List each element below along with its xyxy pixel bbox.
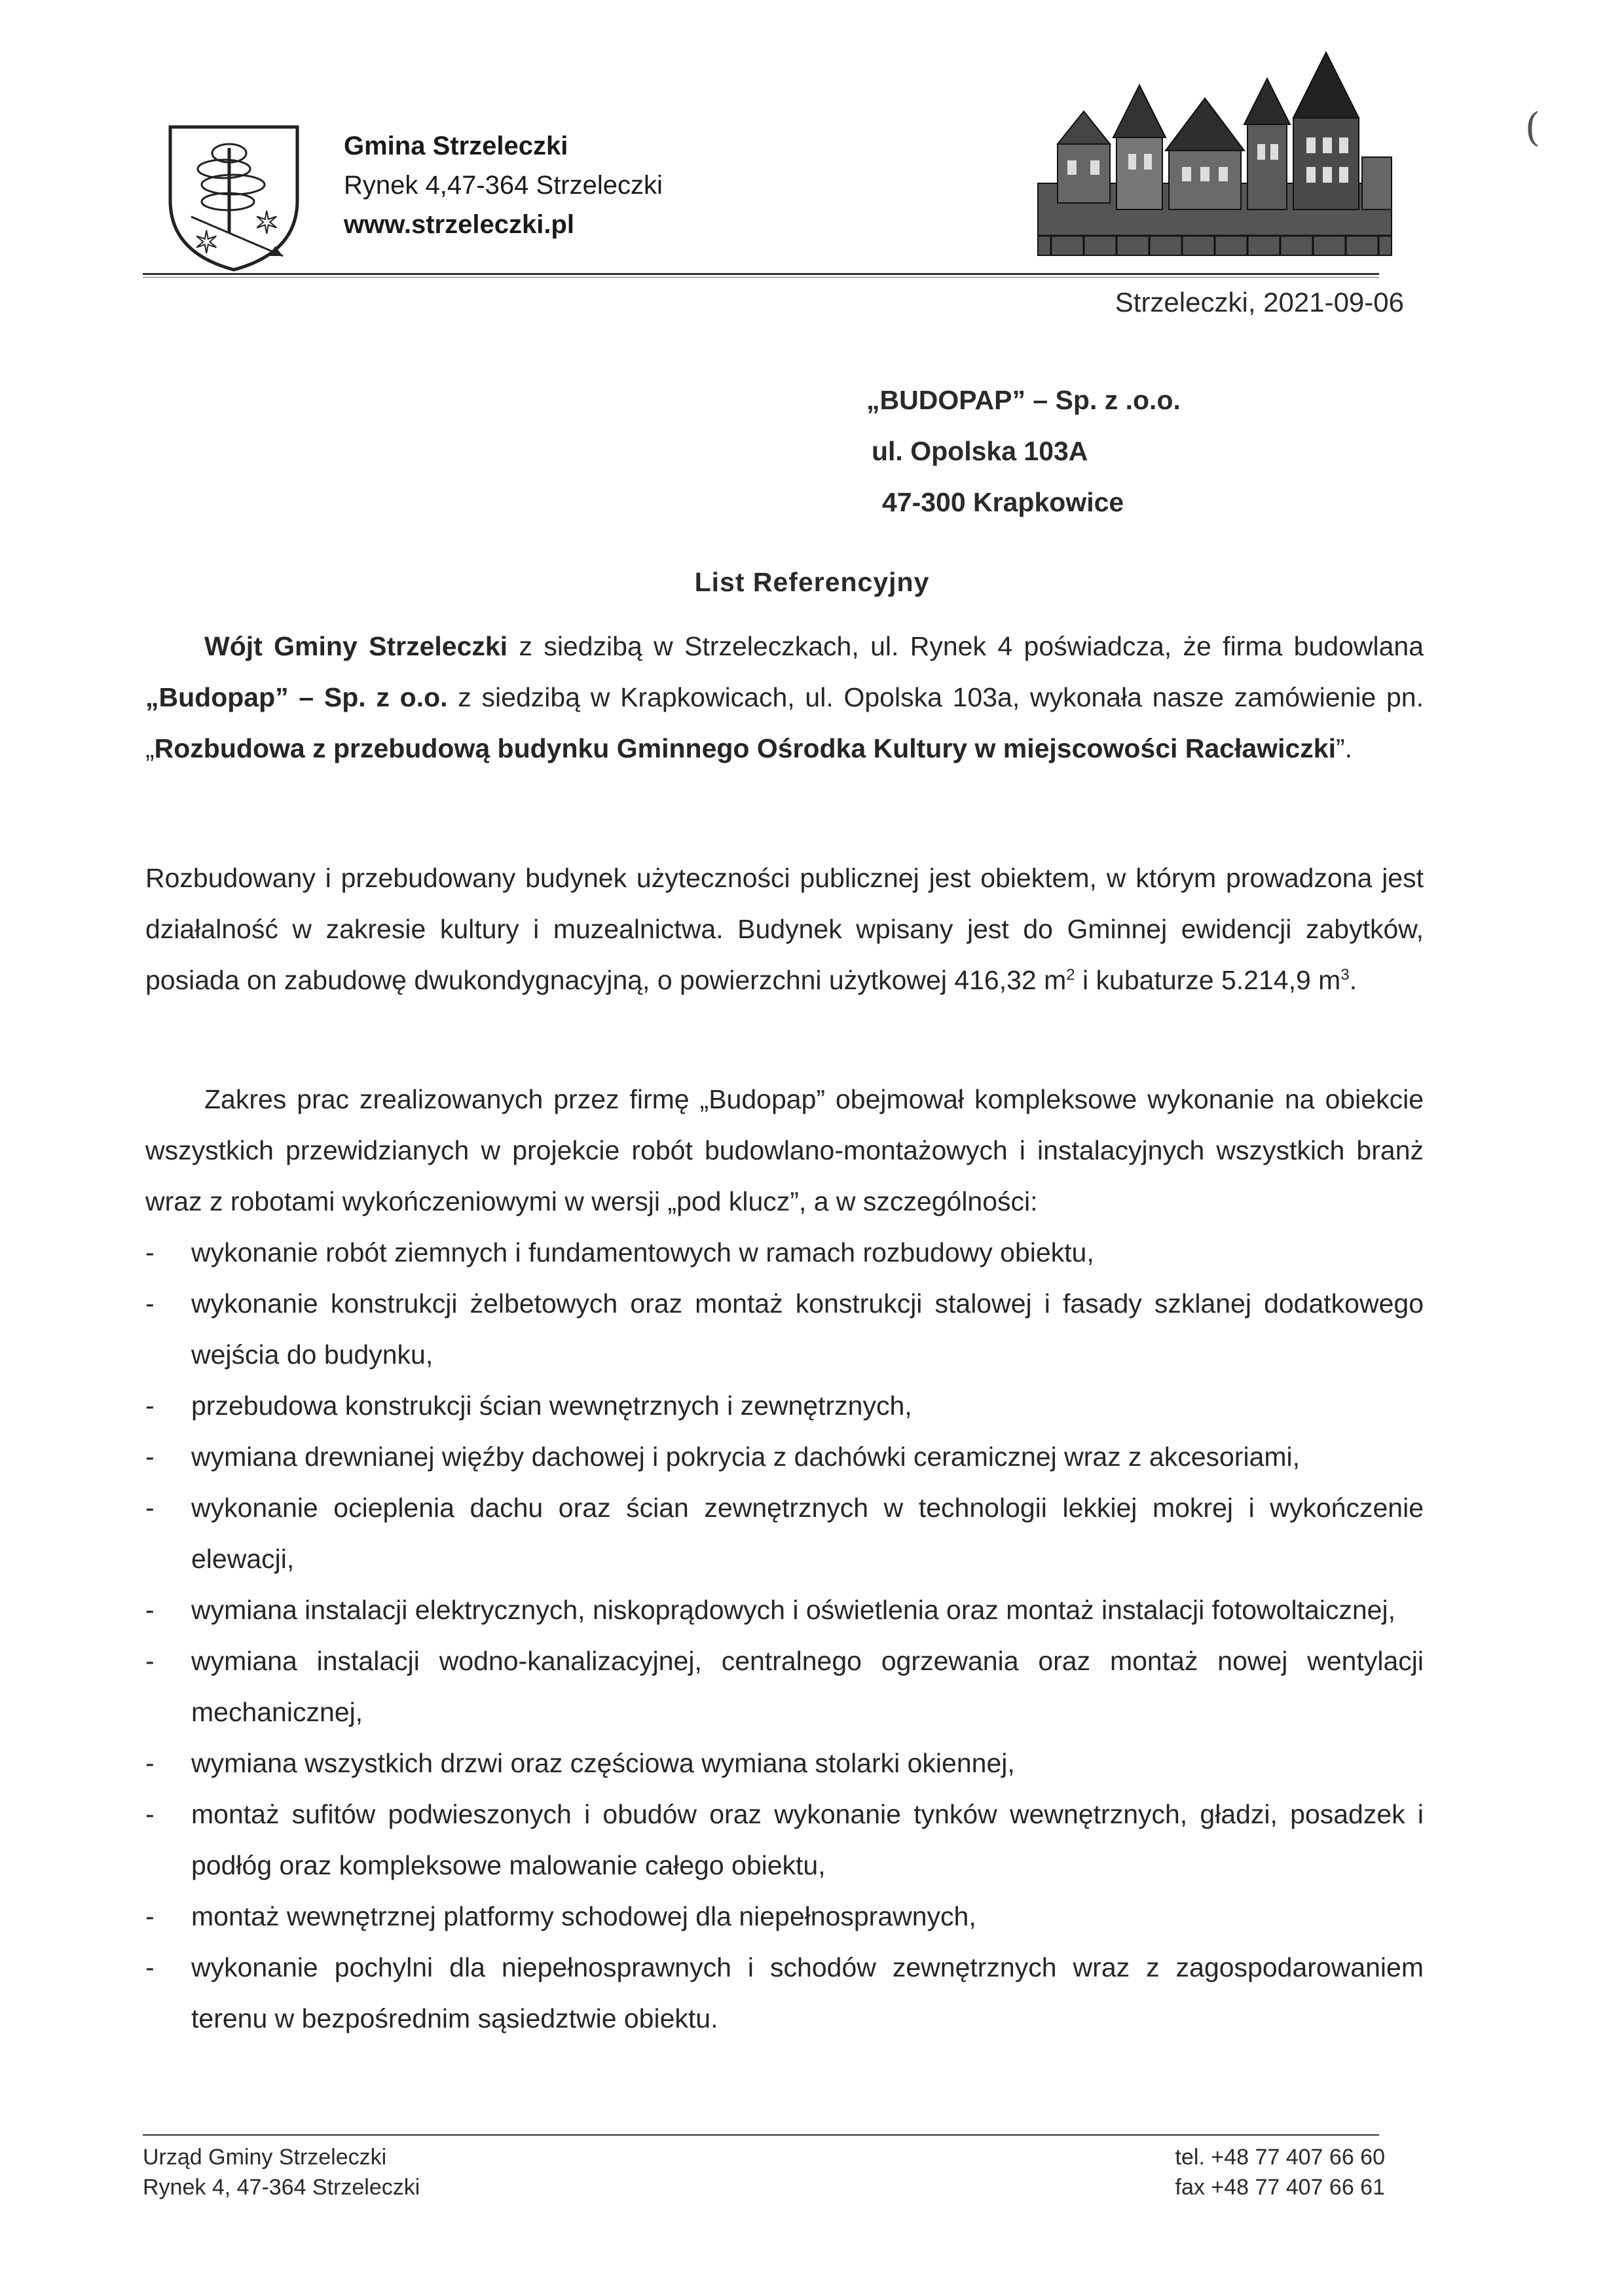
list-item-text: wymiana drewnianej więźby dachowej i pokrycia z dachówki ceramicznej wraz z akcesoriami, [191, 1442, 1301, 1472]
list-item-text: wykonanie ocieplenia dachu oraz ścian zewnętrznych w technologii lekkiej mokrej i wykończenie elewacji, [191, 1493, 1424, 1574]
list-bullet-dash: - [145, 1391, 155, 1421]
footer-tel: tel. +48 77 407 66 60 [1175, 2145, 1385, 2170]
list-item-text: przebudowa konstrukcji ścian wewnętrznych i zewnętrznych, [191, 1391, 912, 1421]
list-bullet-dash: - [145, 1646, 155, 1676]
org-website: www.strzeleczki.pl [344, 210, 574, 239]
list-item [145, 1227, 1424, 1278]
intro-bold-company: „Budopap” – Sp. z o.o. [145, 682, 448, 712]
list-item [145, 1942, 1424, 2044]
org-name: Gmina Strzeleczki [344, 132, 568, 160]
list-item [145, 1789, 1424, 1891]
addressee-block [866, 374, 1181, 528]
list-item [145, 1738, 1424, 1789]
list-item [145, 1891, 1424, 1942]
intro-text-1: z siedzibą w Strzeleczkach, ul. Rynek 4 poświadcza, że firma budowlana [507, 631, 1424, 661]
addressee-street: ul. Opolska 103A [872, 436, 1088, 466]
footer-divider [143, 2134, 1379, 2136]
para2-sup-1: 2 [1066, 966, 1075, 984]
intro-text-2: z siedzibą w Krapkowicach, ul. Opolska 103a, wykonała nasze zamówienie pn. „ [145, 682, 1424, 763]
building-description-paragraph [145, 852, 1424, 1006]
letter-title: List Referencyjny [694, 567, 930, 597]
handwritten-mark: ( [1524, 105, 1540, 151]
castle-illustration [1031, 39, 1398, 259]
list-bullet-dash: - [145, 1595, 155, 1625]
scope-paragraph [145, 1074, 1424, 1227]
list-item-text: wykonanie konstrukcji żelbetowych oraz montaż konstrukcji stalowej i fasady szklanej dodatkowego wejścia do budynku, [191, 1288, 1424, 1370]
list-item [145, 1278, 1424, 1380]
footer-office-address: Rynek 4, 47-364 Strzeleczki [143, 2175, 420, 2200]
list-item-text: montaż sufitów podwieszonych i obudów oraz wykonanie tynków wewnętrznych, gładzi, posadzek i podłóg oraz kompleksowe malowanie całego obiektu, [191, 1799, 1424, 1880]
header-divider [143, 273, 1379, 275]
header-divider-thin [143, 277, 1379, 278]
list-bullet-dash: - [145, 1799, 155, 1829]
svg-text:✶: ✶ [254, 205, 280, 240]
list-bullet-dash: - [145, 1442, 155, 1472]
list-item [145, 1635, 1424, 1738]
list-item-text: wymiana wszystkich drzwi oraz częściowa wymiana stolarki okiennej, [191, 1748, 1015, 1778]
list-bullet-dash: - [145, 1901, 155, 1931]
footer-office-name: Urząd Gminy Strzeleczki [143, 2145, 387, 2170]
footer-fax: fax +48 77 407 66 61 [1175, 2175, 1385, 2200]
para2-sup-2: 3 [1340, 966, 1350, 984]
list-item-text: wykonanie robót ziemnych i fundamentowych w ramach rozbudowy obiektu, [191, 1237, 1094, 1267]
para2-text: Rozbudowany i przebudowany budynek użyteczności publicznej jest obiektem, w którym prowadzona jest działalność w zakresie kultury i muzealnictwa. Budynek wpisany jest do Gminnej ewidencji zabytków, posiada on zabudowę dwukondygnacyjną, o powierzchni użytkowej 416,32 m [145, 863, 1424, 995]
addressee-company: „BUDOPAP” – Sp. z .o.o. [866, 385, 1181, 415]
addressee-city: 47-300 Krapkowice [882, 487, 1124, 517]
list-bullet-dash: - [145, 1237, 155, 1267]
letter-date: Strzeleczki, 2021-09-06 [1115, 287, 1404, 318]
scope-list [145, 1227, 1424, 2044]
list-item-text: wymiana instalacji wodno-kanalizacyjnej, centralnego ogrzewania oraz montaż nowej wentylacji mechanicznej, [191, 1646, 1424, 1727]
list-item [145, 1482, 1424, 1584]
para2-mid: i kubaturze 5.214,9 m [1075, 965, 1341, 995]
org-address: Rynek 4,47-364 Strzeleczki [344, 171, 663, 200]
list-item [145, 1584, 1424, 1635]
list-bullet-dash: - [145, 1952, 155, 1982]
list-item-text: montaż wewnętrznej platformy schodowej dla niepełnosprawnych, [191, 1901, 976, 1931]
intro-paragraph [145, 621, 1424, 774]
list-item [145, 1380, 1424, 1431]
list-item [145, 1431, 1424, 1482]
coat-of-arms-logo [165, 122, 303, 274]
intro-bold-project: Rozbudowa z przebudową budynku Gminnego Ośrodka Kultury w miejscowości Racławiczki [154, 733, 1336, 763]
list-bullet-dash: - [145, 1288, 155, 1319]
intro-bold-start: Wójt Gminy Strzeleczki [204, 631, 508, 661]
list-bullet-dash: - [145, 1748, 155, 1778]
para2-end: . [1349, 965, 1357, 995]
list-bullet-dash: - [145, 1493, 155, 1523]
svg-text:✶: ✶ [194, 225, 219, 260]
list-item-text: wymiana instalacji elektrycznych, niskoprądowych i oświetlenia oraz montaż instalacji fotowoltaicznej, [191, 1595, 1395, 1625]
intro-text-3: ”. [1335, 733, 1353, 763]
footer-office [143, 2142, 420, 2202]
footer-contact [1175, 2142, 1385, 2202]
letterhead [344, 126, 663, 244]
scope-text: Zakres prac zrealizowanych przez firmę „Budopap” obejmował kompleksowe wykonanie na obiekcie wszystkich przewidzianych w projekcie robót budowlano-montażowych i instalacyjnych wszystkich branż wraz z robotami wykończeniowymi w wersji „pod klucz”, a w szczególności: [145, 1084, 1424, 1216]
list-item-text: wykonanie pochylni dla niepełnosprawnych i schodów zewnętrznych wraz z zagospodarowaniem terenu w bezpośrednim sąsiedztwie obiektu. [191, 1952, 1424, 2033]
